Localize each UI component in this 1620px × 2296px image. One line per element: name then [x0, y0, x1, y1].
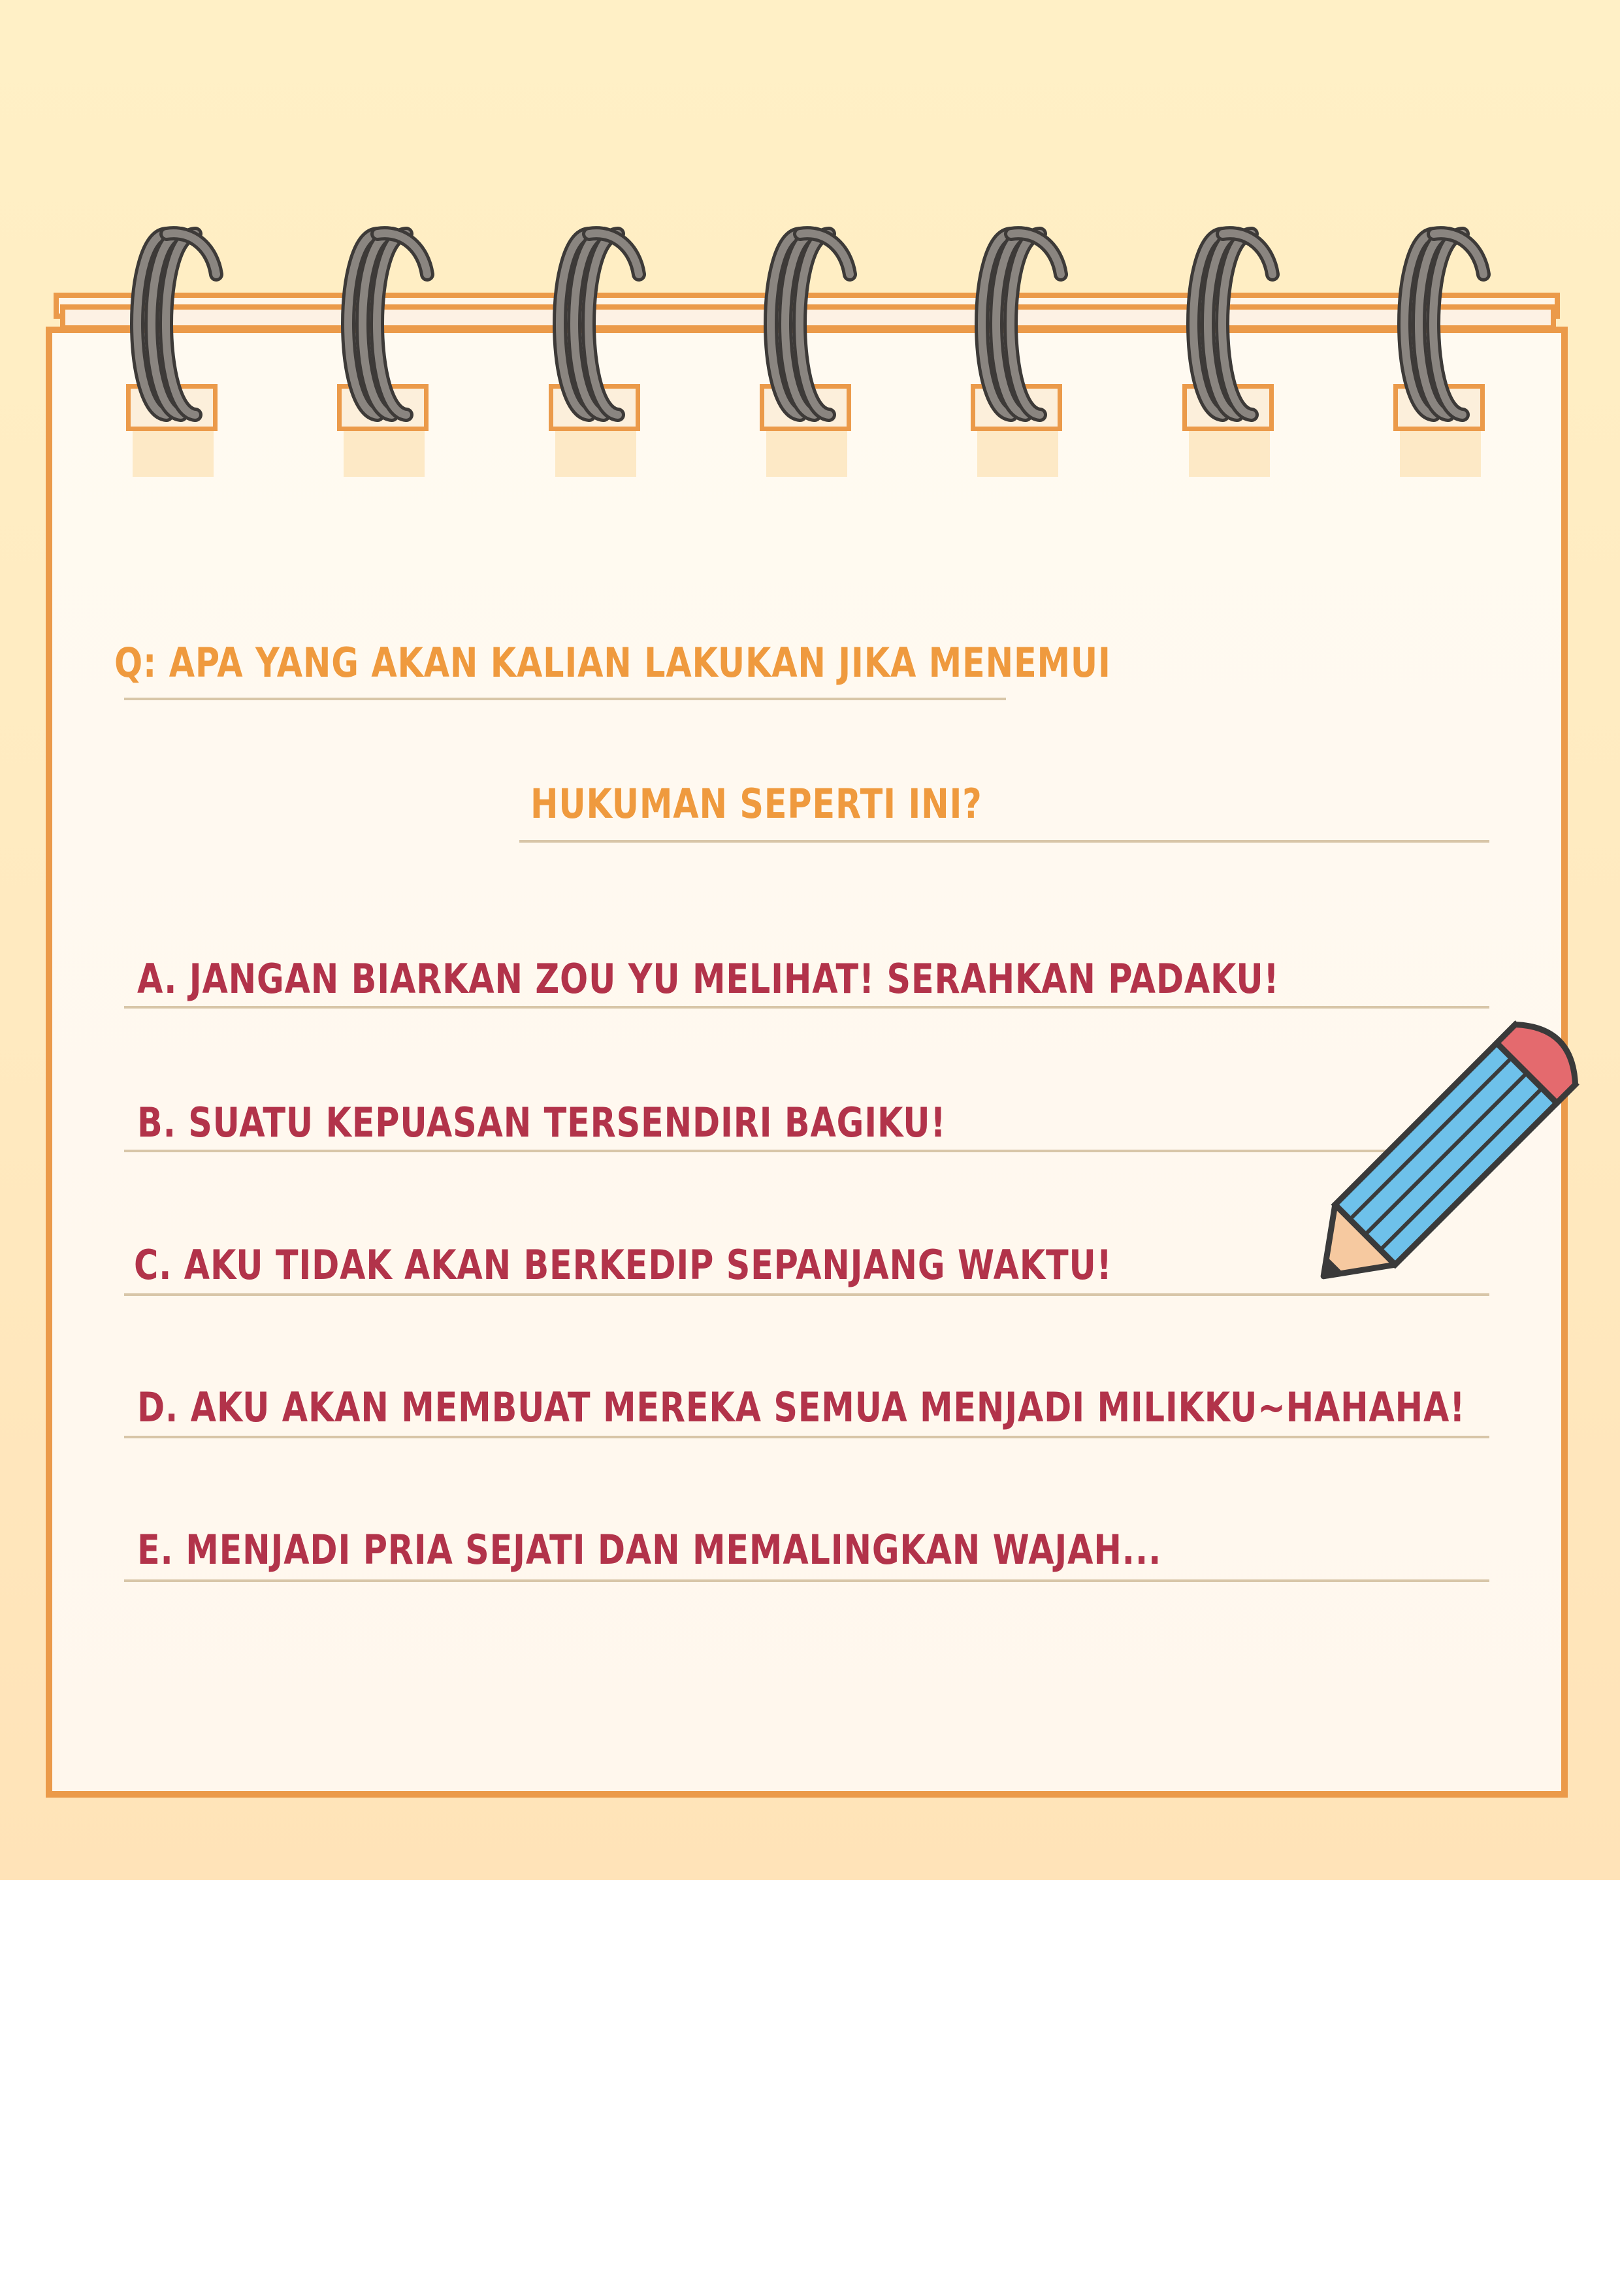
spiral-ring-icon	[121, 222, 225, 483]
ring-hole-shadow	[1189, 431, 1270, 477]
writing-line	[124, 1006, 1489, 1009]
pencil-icon	[1287, 986, 1600, 1326]
writing-line	[124, 1150, 1489, 1152]
answer-option-a: A. JANGAN BIARKAN ZOU YU MELIHAT! SERAHKAN PADAKU!	[137, 955, 1280, 1003]
ring-hole-shadow	[977, 431, 1058, 477]
ring-hole-shadow	[133, 431, 214, 477]
ring-hole-shadow	[766, 431, 847, 477]
ring-hole-shadow	[555, 431, 636, 477]
ring-coil	[965, 222, 1070, 431]
ring-hole-shadow	[1400, 431, 1481, 477]
spiral-ring-icon	[1177, 222, 1282, 483]
ring-coil	[754, 222, 859, 431]
answer-option-c: C. AKU TIDAK AKAN BERKEDIP SEPANJANG WAKTU!	[134, 1241, 1112, 1289]
writing-line	[124, 1579, 1489, 1582]
ring-coil	[543, 222, 648, 431]
question-line-2: HUKUMAN SEPERTI INI?	[530, 780, 982, 828]
answer-option-d: D. AKU AKAN MEMBUAT MEREKA SEMUA MENJADI MILIKKU~HAHAHA!	[137, 1383, 1466, 1431]
spiral-ring-icon	[332, 222, 436, 483]
answer-option-e: E. MENJADI PRIA SEJATI DAN MEMALINGKAN WAJAH...	[137, 1526, 1162, 1574]
spiral-ring-icon	[1388, 222, 1493, 483]
answer-option-b: B. SUATU KEPUASAN TERSENDIRI BAGIKU!	[137, 1099, 947, 1146]
writing-line	[519, 840, 1489, 843]
ring-coil	[121, 222, 225, 431]
writing-line	[124, 1436, 1489, 1438]
spiral-ring-icon	[754, 222, 859, 483]
writing-line	[124, 698, 1006, 700]
ring-coil	[1388, 222, 1493, 431]
ring-coil	[1177, 222, 1282, 431]
ring-hole-shadow	[344, 431, 425, 477]
ring-coil	[332, 222, 436, 431]
question-line-1: Q: APA YANG AKAN KALIAN LAKUKAN JIKA MENEMUI	[114, 639, 1111, 687]
spiral-ring-icon	[965, 222, 1070, 483]
spiral-ring-icon	[543, 222, 648, 483]
writing-line	[124, 1293, 1489, 1296]
